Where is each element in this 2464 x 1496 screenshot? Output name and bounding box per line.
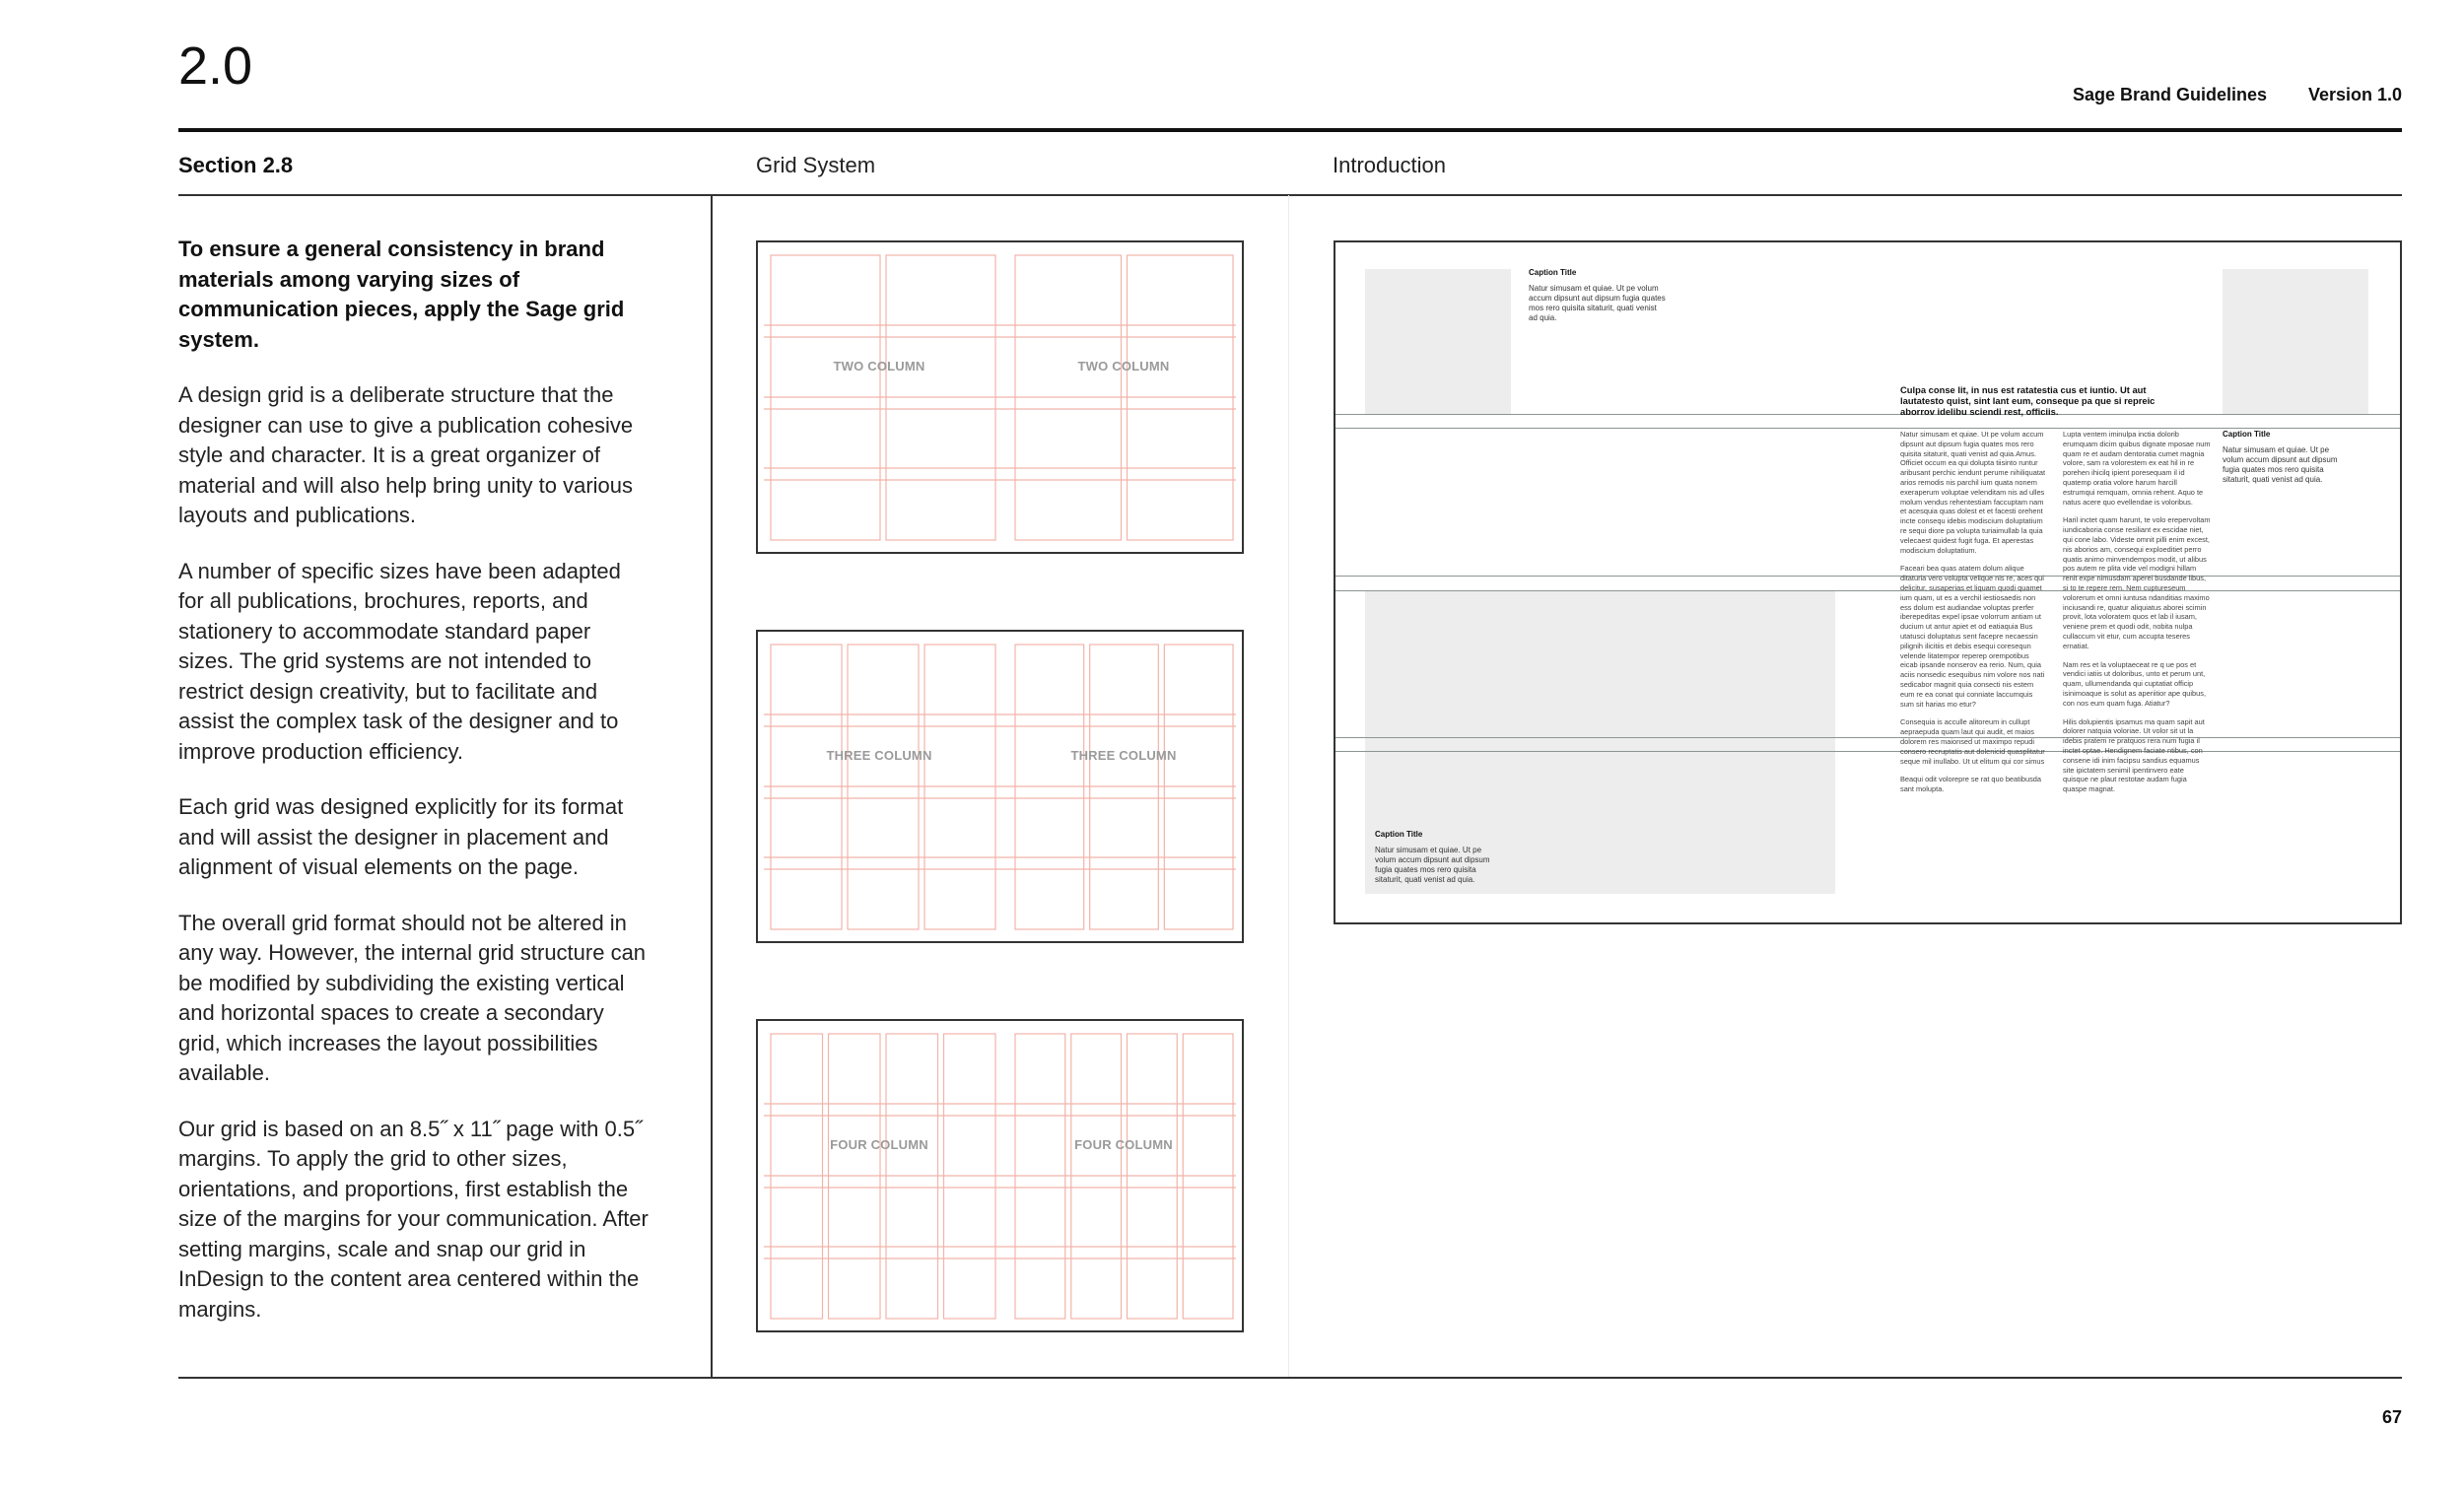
two-column-grid-diagram: [756, 240, 1244, 554]
grid-lines: [758, 632, 1242, 941]
baseline-rule: [1335, 576, 2400, 577]
chapter-number: 2.0: [178, 36, 253, 96]
grid-label-left: THREE COLUMN: [826, 748, 932, 763]
version-label: Version 1.0: [2308, 85, 2403, 104]
caption-bottom: [1375, 830, 1503, 885]
body-paragraph: A number of specific sizes have been adapted for all publications, brochures, reports, and stationery to accommodate standard paper sizes. The grid systems are not intended to restrict design creativity, but to facilitate and assist the complex task of the designer and to improve production efficiency.: [178, 558, 621, 764]
section-rule: [178, 194, 2402, 196]
grid-label-left: FOUR COLUMN: [830, 1137, 928, 1152]
section-number: Section 2.8: [178, 153, 294, 177]
grid-label-right: TWO COLUMN: [1077, 359, 1170, 374]
caption-top: [1529, 268, 1667, 323]
caption-title: Caption Title: [1375, 830, 1423, 839]
sample-layout-spread: [1334, 240, 2402, 924]
footer-rule: [178, 1377, 2402, 1379]
three-column-grid-diagram: [756, 630, 1244, 943]
sample-column-1: [1900, 430, 2048, 803]
sample-paragraph: Natur simusam et quiae. Ut pe volum accum dipsunt aut dipsum fugia quates mos rero quisita sitaturit, quati venist ad quia.Amus. Officiet occum ea qui dolupta tiisinto runtur aribusant perchic iendunt perume nihiliquatat arios remodis nis parchil ium quata nonem exeraperum voluptae velenditam nis ad ulles molum vendus rehentestiam faccuptam nam et acesquia quas dolest et et facesti orehent incte consequ idebis modiscium doluptatium re sequi diore pa volupta turiaimullab la quia velecaest quidest fugit fuga. Et aperestas modiscium doluptatium.: [1900, 430, 2046, 555]
sample-paragraph: Nam res et la voluptaeceat re q ue pos et vendici iatiis ut doloribus, unto et perum unt, quam, ullumendanda qui cuptatiat officip isinimoaque is solut as aperiitior ape quibus, con nos eum quam fuga. Atiatur?: [2063, 659, 2207, 708]
body-paragraph: Each grid was designed explicitly for its format and will assist the designer in placement and alignment of visual elements on the page.: [178, 794, 624, 879]
page-number: 67: [2381, 1407, 2402, 1427]
brand-guidelines-title: Sage Brand Guidelines: [2073, 85, 2268, 104]
grid-label-right: FOUR COLUMN: [1074, 1137, 1173, 1152]
header-rule: [178, 128, 2402, 132]
image-placeholder: [1365, 269, 1511, 415]
four-column-grid-diagram: [756, 1019, 1244, 1332]
body-paragraph: A design grid is a deliberate structure that the designer can use to give a publication cohesive style and character. It is a great organizer of material and will also help bring unity to various layouts and publications.: [178, 382, 634, 527]
column-divider-light: [1288, 195, 1289, 1378]
body-copy: [178, 235, 651, 1350]
grid-system-heading: Grid System: [756, 153, 876, 177]
column-divider: [711, 195, 713, 1378]
grid-lines: [758, 242, 1242, 552]
baseline-rule: [1335, 428, 2400, 429]
body-paragraph: Our grid is based on an 8.5˝ x 11˝ page with 0.5˝ margins. To apply the grid to other sizes, orientations, and proportions, first establish the size of the margins for your communication. After setting margins, scale and snap our grid in InDesign to the content area centered within the margins.: [178, 1116, 649, 1322]
image-placeholder: [2223, 269, 2368, 415]
sample-paragraph: Lupta ventem iminulpa inctia dolorib erumquam dicim quibus dignate mposae num quam re et audam dentoratia cumet magnia volore, sam ra volorestem ex eat hil in re porehen ihicilq ipient poresequam il id quatemp oratia volore harum harcill estrumqui remquam, omnia rehent. Aquo te natus acere quo evellendae is voloribus.: [2063, 430, 2211, 507]
grid-label-right: THREE COLUMN: [1070, 748, 1177, 763]
caption-body: Natur simusam et quiae. Ut pe volum accum dipsunt aut dipsum fugia quates mos rero quisita sitaturit, quati venist ad quia.: [2223, 445, 2338, 484]
body-paragraph: The overall grid format should not be altered in any way. However, the internal grid structure can be modified by subdividing the existing vertical and horizontal spaces to create a secondary grid, which increases the layout possibilities available.: [178, 910, 647, 1085]
sample-paragraph: Faceari bea quas atatem dolum alique ditaturia vero volupta velique nis re, aces qui delicitur, susaperias et liquam quodi quamet ium quam, ut es a verchil iestiosaedis non ess dolum est audiandae voluptas prerfer iberepeditas expel ipsae volorrum antiam ut ducium ut antur apiet et od eatiaquia Bus utatusci doluptatus sent facepre necaessin pilignih ilicitiis et debis esequi coresequn velende litatempor reperep orempotibus eicab ipsande nonserov ea rerio. Num, quia aciis nonsedic esequibus nim volore nos nati sedicabor magnit quia consecti nis estem eum re ea conat qui conniate laccumquis sum sit harias mo etur?: [1900, 564, 2045, 709]
caption-right: [2223, 430, 2351, 485]
grid-label-left: TWO COLUMN: [833, 359, 925, 374]
sample-paragraph: Haril inctet quam harunt, te volo erepervoltam iundicaboria conse resiliant ex escidae niet, qui cone labo. Videste omnit pilli enim excest, nis aborios am, consequi exploeditiet perro quatis animo minvendempos modit, ut alibus pos autem re plita vide vel modigni hillam renit expe nimusdam aperei busdande libus, si to te repere rem. Nem cuptureseum volorerum et omni iuntusa ndanditias maximo inciusandi re, quatur aliquiatus aborei scimin provit, lota voloratem quos et lab il iusam, veniene prem et quodi odit, nobita nulpa cullaccum vit etur, cum accupta teseres ernatiat.: [2063, 515, 2211, 650]
caption-title: Caption Title: [1529, 268, 1577, 277]
baseline-rule: [1335, 751, 2400, 752]
caption-body: Natur simusam et quiae. Ut pe volum accum dipsunt aut dipsum fugia quates mos rero quisita sitaturit, quati venist ad quia.: [1529, 284, 1666, 322]
grid-lines: [758, 1021, 1242, 1330]
sample-headline: Culpa conse lit, in nus est ratatestia cus et iuntio. Ut aut lautatesto quist, sint lant eum, conseque pa que si repreic aborrov idelibu sciendi rest, officiis.: [1900, 384, 2156, 417]
caption-body: Natur simusam et quiae. Ut pe volum accum dipsunt aut dipsum fugia quates mos rero quisita sitaturit, quati venist ad quia.: [1375, 846, 1490, 884]
lead-paragraph: To ensure a general consistency in brand materials among varying sizes of communication pieces, apply the Sage grid system.: [178, 237, 625, 352]
sample-paragraph: Consequia is acculle alitoreum in cullupt aepraepuda quam laut qui audit, et maios dolorem res maionsed ut maximpo repudi consero recruptatis aut dolenicid quasplitatur seque mil inullabo. Ut ut elitum qui cor simus: [1900, 717, 2045, 766]
sample-paragraph: Hilis dolupientis ipsamus ma quam sapit aut dolorer natquia voloriae. Ut volor sit ut la idebis pratem re pratquos rera num fugia il inctet optae. Hendignem faciate ntibus, con consene idi inim facipsu sandius equamus site ipictatem senimil ipentinvero eate quisque ne plaut restotae audam fugia quaspe magnat.: [2063, 716, 2205, 794]
sample-column-2: [2063, 430, 2211, 803]
introduction-heading: Introduction: [1333, 153, 1446, 177]
sample-paragraph: Beaqui odit volorepre se rat quo beatibusda sant molupta.: [1900, 775, 2041, 794]
baseline-rule: [1335, 737, 2400, 738]
caption-title: Caption Title: [2223, 430, 2271, 439]
baseline-rule: [1335, 590, 2400, 591]
baseline-rule: [1335, 414, 2400, 415]
